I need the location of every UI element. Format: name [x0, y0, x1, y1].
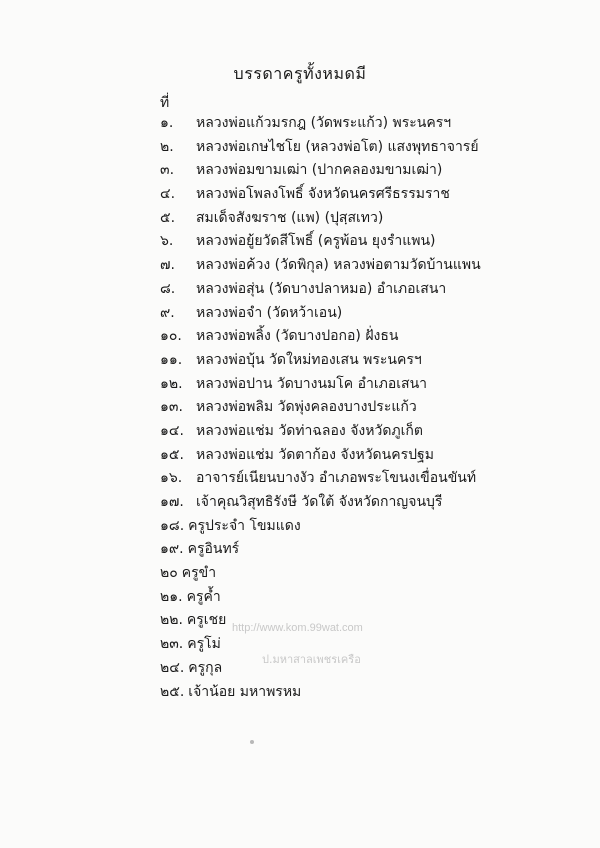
list-item-number: ๕. [160, 209, 176, 226]
list-item [160, 136, 580, 160]
teacher-list [160, 112, 580, 704]
column-header-number: ที่ [160, 95, 170, 111]
list-item-number: ๑. [160, 115, 174, 131]
list-item [160, 349, 580, 373]
list-item [160, 278, 580, 302]
list-item-text: หลวงพ่อค้วง (วัดพิกุล) หลวงพ่อตามวัดบ้านแพน [196, 257, 481, 274]
list-item-text: หลวงพ่อบุ้น วัดใหม่ทองเสน พระนครฯ [196, 351, 422, 368]
page-title: บรรดาครูทั้งหมดมี [233, 64, 367, 83]
list-item-text: หลวงพ่อพลิม วัดพุ่งคลองบางประแก้ว [196, 399, 417, 416]
list-item-text: หลวงพ่อยู้ยวัดสีโพธิ์ (ครูพ้อน ยุงรำแพน) [196, 233, 436, 250]
list-item [160, 657, 580, 681]
list-item [160, 207, 580, 231]
list-item [160, 373, 580, 397]
list-item [160, 515, 580, 539]
list-item [160, 633, 580, 657]
list-item [160, 396, 580, 420]
list-item-text: หลวงพ่อปาน วัดบางนมโค อำเภอเสนา [196, 375, 428, 392]
list-item-text: หลวงพ่อพลิ้ง (วัดบางปอกอ) ฝั่งธน [196, 328, 399, 345]
list-item-text: ครูประจำ โขมแดง [188, 517, 301, 534]
watermark-caption: ป.มหาสาลเพชรเครือ [262, 653, 361, 666]
list-item-text: ครูเชย [186, 612, 227, 629]
list-item-number: ๒๕. [160, 683, 185, 700]
list-item-text: หลวงพ่อจำ (วัดหว้าเอน) [196, 304, 343, 321]
list-item-text: หลวงพ่อโพลงโพธิ์ จังหวัดนครศรีธรรมราช [196, 186, 450, 203]
list-item-text: หลวงพ่อเกษไชโย (หลวงพ่อโต) แสงพุทธาจารย์ [196, 138, 479, 155]
list-item-number: ๑๙. [160, 541, 184, 558]
list-item-number: ๒๑. [160, 588, 183, 605]
list-item-number: ๑๘. [160, 517, 185, 534]
list-item-number: ๒๒. [160, 612, 183, 629]
list-item [160, 159, 580, 183]
list-item-number: ๑๔. [160, 422, 184, 439]
list-item-number: ๑๓. [160, 399, 183, 416]
list-item-text: หลวงพ่อสุ่น (วัดบางปลาหมอ) อำเภอเสนา [196, 280, 447, 297]
list-item-number: ๙. [160, 304, 175, 321]
watermark-url: http://www.kom.99wat.com [232, 622, 363, 634]
list-item-number: ๒๐ [160, 565, 178, 582]
list-item-text: ครูโม่ [187, 636, 221, 653]
list-item-text: ครูค้ำ [186, 588, 221, 605]
list-item-number: ๑๒. [160, 375, 183, 392]
list-item [160, 444, 580, 468]
list-item-number: ๑๕. [160, 446, 184, 463]
list-item [160, 586, 580, 610]
list-item-text: สมเด็จสังฆราช (แพ) (ปุสฺสเทว) [196, 209, 384, 226]
list-item-number: ๑๑. [160, 351, 183, 368]
list-item [160, 302, 580, 326]
list-item-text: ครูกุล [188, 659, 223, 676]
list-item [160, 112, 580, 136]
list-item-text: เจ้าคุณวิสุทธิรังษี วัดใต้ จังหวัดกาญจนบุรี [196, 494, 443, 510]
list-item-number: ๗. [160, 257, 175, 274]
list-item-number: ๑๐. [160, 328, 182, 345]
list-item-number: ๘. [160, 280, 176, 297]
scan-speck [250, 740, 254, 744]
list-item [160, 609, 580, 633]
list-item-text: อาจารย์เนียนบางงัว อำเภอพระโขนงเขื่อนขันท์ [196, 470, 477, 487]
list-item [160, 230, 580, 254]
list-item [160, 183, 580, 207]
list-item-text: ครูขำ [181, 565, 217, 582]
list-item-text: เจ้าน้อย มหาพรหม [188, 683, 302, 700]
list-item-text: หลวงพ่อแก้วมรกฎ (วัดพระแก้ว) พระนครฯ [196, 115, 452, 131]
list-item-number: ๖. [160, 233, 174, 250]
list-item-number: ๔. [160, 186, 176, 203]
list-item-number: ๑๗. [160, 494, 184, 510]
list-item [160, 325, 580, 349]
list-item-text: หลวงพ่อแช่ม วัดตาก้อง จังหวัดนครปฐม [196, 446, 434, 463]
list-item-number: ๑๖. [160, 470, 183, 487]
list-item-text: หลวงพ่อมขามเฒ่า (ปากคลองมขามเฒ่า) [196, 162, 443, 179]
list-item [160, 562, 580, 586]
list-item-number: ๓. [160, 162, 175, 179]
list-item [160, 538, 580, 562]
list-item [160, 491, 580, 515]
list-item [160, 467, 580, 491]
list-item [160, 420, 580, 444]
list-item-number: ๒๓. [160, 636, 184, 653]
list-item [160, 681, 580, 705]
list-item-text: ครูอินทร์ [187, 541, 240, 558]
list-item [160, 254, 580, 278]
list-item-number: ๒. [160, 138, 174, 155]
list-item-number: ๒๔. [160, 659, 185, 676]
list-item-text: หลวงพ่อแช่ม วัดท่าฉลอง จังหวัดภูเก็ต [196, 422, 424, 439]
